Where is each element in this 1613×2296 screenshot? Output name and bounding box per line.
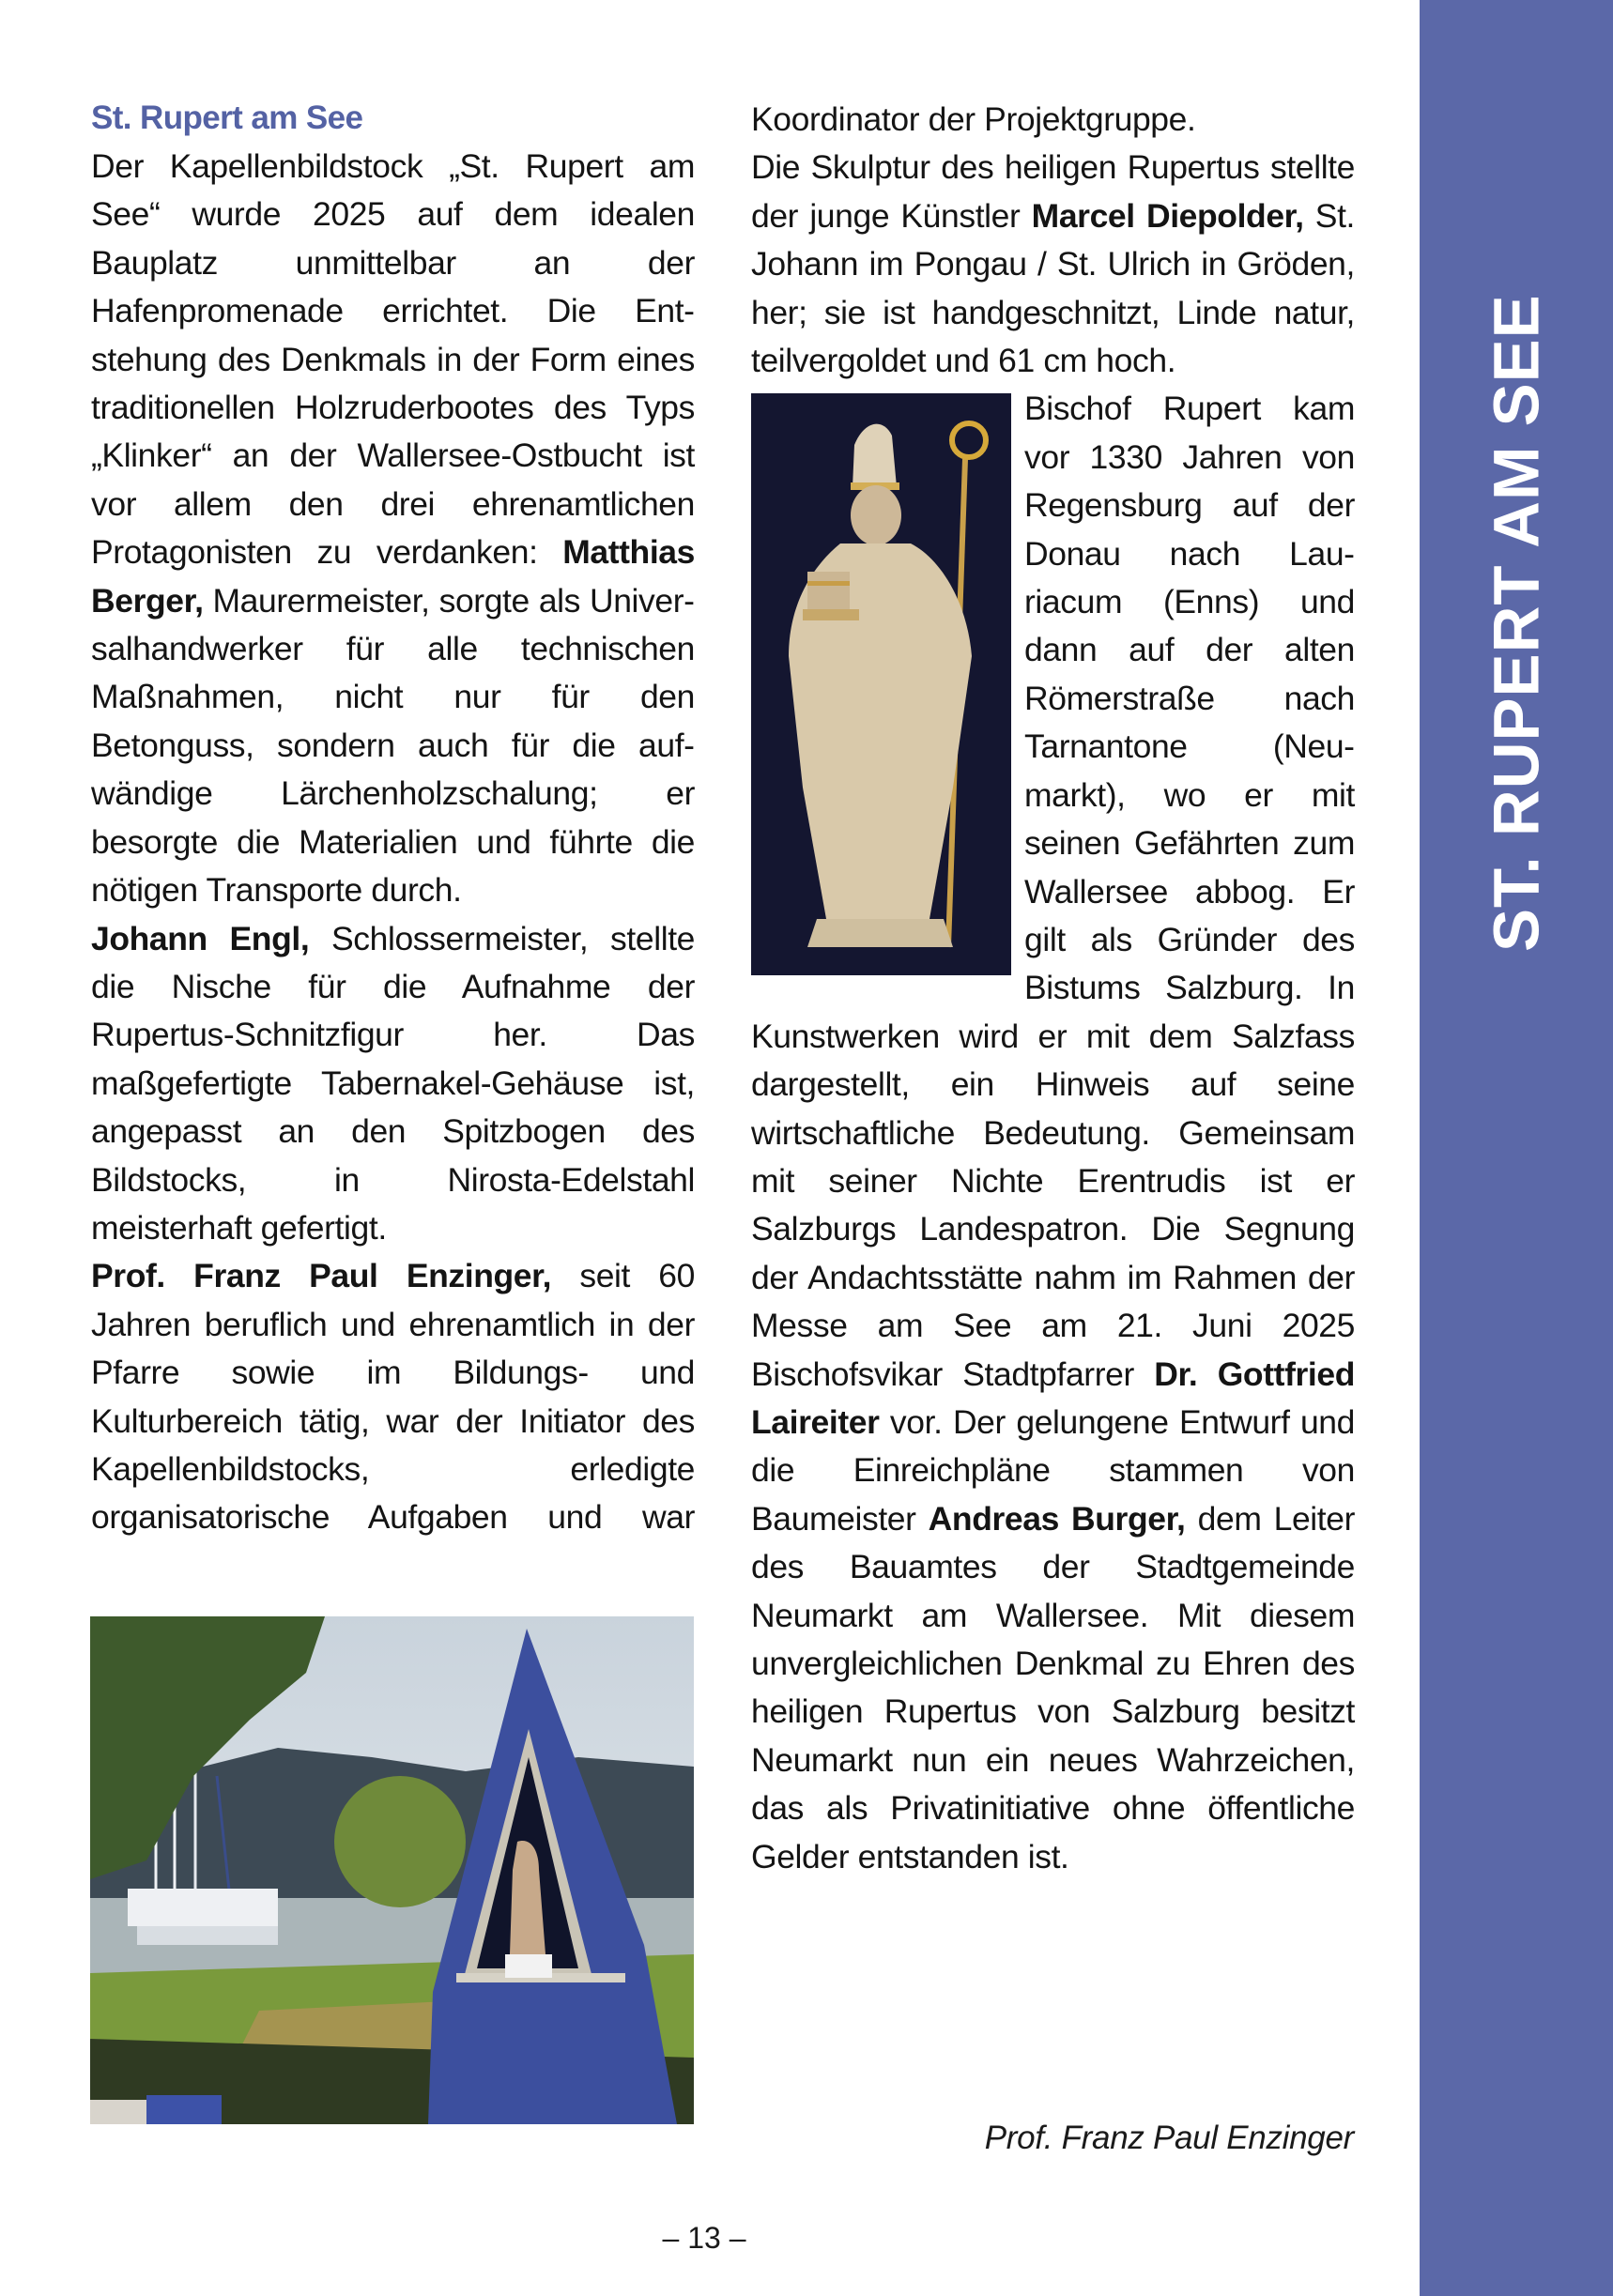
monument-photo-illustration — [90, 1616, 694, 2124]
paragraph-enzinger — [91, 1252, 695, 1541]
paragraph-text: Der Kapellenbildstock „St. Rupert am See“ wurde 2025 auf dem idealen Bauplatz unmittelbar an der Hafenpromenade errichtet. Die Entstehung des Denkmals in der Form eines traditionellen Holzruderbootes des Typs „Klinker“ an der Wallersee-Ostbucht ist vor allem den drei ehrenamtlichen Protagonisten zu verdanken: — [91, 147, 695, 572]
article-column-left — [91, 94, 695, 1542]
tree — [334, 1776, 466, 1907]
pedestal — [807, 919, 953, 947]
paragraph-text: Koordinator der Projektgruppe. — [751, 100, 1196, 138]
page-number: – 13 – — [662, 2221, 746, 2255]
person-name: Prof. Franz Paul Enzinger, — [91, 1257, 552, 1295]
statue-photo-illustration — [751, 393, 1011, 975]
section-banner — [1420, 0, 1613, 2296]
paragraph-text: seit 60 Jahren beruflich und ehrenamtlich in der Pfarre sowie im Bildungs- und Kulturbereich tätig, war der Initiator des Kapellenbildstocks, erledigte organisatorische Aufgaben und war — [91, 1257, 695, 1537]
paragraph-text: St. Johann im Pongau / St. Ulrich in Gröden, her; sie ist handgeschnitzt, Linde natur, teilvergoldet und 61 cm hoch. — [751, 196, 1355, 380]
author-signature: Prof. Franz Paul Enzinger — [984, 2120, 1354, 2156]
monument-photo — [90, 1616, 694, 2124]
statue-photo — [751, 393, 1011, 975]
person-name: Marcel Diepolder, — [1031, 196, 1304, 235]
nameplate — [505, 1954, 552, 1978]
person-name: Johann Engl, — [91, 919, 310, 957]
paragraph-text: Die Skulptur des heiligen Rupertus stellte der junge Künstler — [751, 148, 1355, 235]
paragraph-text: Bischof Rupert kam vor 1330 Jahren von Regensburg auf der Donau nach Lauriacum (Enns) und dann auf der alten Römerstraße nach Tarnantone (Neumarkt), wo er mit seinen Gefährten zum Wallersee abbog. Er gilt als Gründer des Bistums Salzburg. In Kunstwerken wird er mit dem Salzfass dargestellt, ein Hinweis auf seine wirtschaftliche Bedeutung. Gemeinsam mit seiner Nichte Erentrudis ist er Salzburgs Landespatron. Die Segnung der Andachtsstätte nahm im Rahmen der Messe am See am 21. Juni 2025 Bischofsvikar Stadtpfarrer — [751, 390, 1355, 1393]
article-column-right — [751, 96, 1355, 1881]
paragraph-text: vor. Der gelungene Entwurf und die Einreichpläne stammen von Baumeister — [751, 1402, 1355, 1538]
paragraph-text: Schlossermeister, stellte die Nische für die Aufnahme der Rupertus-Schnitzfigur her. Das maßgefertigte Tabernakel-Gehäuse ist, angepasst an den Spitzbogen des Bildstocks, in Nirosta-Edelstahl meisterhaft gefertigt. — [91, 919, 695, 1247]
banner-title-text: ST. RUPERT AM SEE — [1480, 294, 1553, 952]
person-name: Matthias Berger, — [91, 533, 695, 620]
paragraph-text: Maurermeister, sorgte als Universalhandwerker für alle technischen Maßnahmen, nicht nur für den Betonguss, sondern auch für die aufwändige Lärchenholzschalung; er besorgte die Materialien und führte die nötigen Transporte durch. — [91, 581, 695, 910]
person-name: Dr. Gottfried Laireiter — [751, 1355, 1355, 1441]
person-name: Andreas Burger, — [928, 1499, 1186, 1538]
head — [851, 485, 901, 545]
paragraph-intro — [91, 143, 695, 915]
banner-title — [1480, 294, 1581, 952]
paragraph-engl — [91, 915, 695, 1253]
paragraph-sculpture — [751, 144, 1355, 385]
paragraph-text: dem Leiter des Bauamtes der Stadtgemeinde Neumarkt am Wallersee. Mit diesem unvergleichlichen Denkmal zu Ehren des heiligen Rupertus von Salzburg besitzt Neumarkt nun ein neues Wahrzeichen, das als Privatinitiative ohne öffentliche Gelder entstanden ist. — [751, 1499, 1356, 1875]
article-heading: St. Rupert am See — [91, 99, 363, 136]
paragraph-coordinator — [751, 96, 1355, 144]
